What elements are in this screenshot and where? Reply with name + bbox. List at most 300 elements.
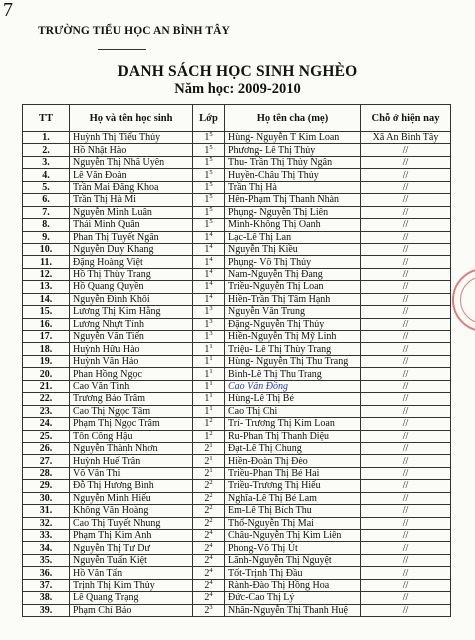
class-section: 3: [209, 305, 213, 313]
grade-cell: [193, 505, 225, 517]
parent-name: Triều-Trương Thị Hiếu: [225, 480, 361, 492]
table-row: [23, 567, 451, 579]
class-section: 1: [209, 392, 213, 400]
grade-number: 1: [204, 144, 210, 156]
student-name: Nguyễn Thị Nhã Uyên: [70, 156, 193, 168]
table-row: [23, 206, 451, 218]
parent-name: Thổ-Nguyễn Thị Mai: [225, 517, 361, 529]
row-number: 30.: [23, 492, 70, 504]
class-section: 3: [209, 604, 213, 611]
parent-name: Phương- Lê Thị Thủy: [225, 144, 361, 156]
grade-cell: [193, 243, 225, 255]
class-section: 1: [209, 467, 213, 475]
grade-number: 1: [204, 393, 210, 405]
class-section: 2: [209, 492, 213, 499]
table-row: [23, 517, 451, 529]
grade-number: 1: [204, 157, 210, 169]
residence: //: [361, 517, 451, 529]
residence: //: [361, 306, 451, 318]
parent-name: Cao Thị Chi: [225, 405, 361, 417]
grade-cell: [193, 343, 225, 355]
row-number: 34.: [23, 542, 70, 554]
student-name: Lương Nhựt Tính: [70, 318, 193, 330]
residence: //: [361, 579, 451, 591]
parent-name: Tốt-Trịnh Thị Đầu: [225, 567, 361, 579]
grade-cell: [193, 132, 225, 144]
parent-name: Minh-Không Thị Oanh: [225, 219, 361, 231]
parent-name: Hiền-Nguyễn Thị Mỹ Linh: [225, 331, 361, 343]
grade-number: 2: [204, 592, 210, 604]
grade-number: 1: [204, 293, 210, 305]
table-row: [23, 169, 451, 181]
table-row: [23, 132, 451, 144]
grade-cell: [193, 517, 225, 529]
corner-mark: 7: [3, 0, 13, 21]
row-number: 12.: [23, 268, 70, 280]
grade-number: 1: [204, 331, 210, 343]
row-number: 18.: [23, 343, 70, 355]
grade-cell: [193, 194, 225, 206]
grade-cell: [193, 331, 225, 343]
parent-name: Trần Thị Hà: [225, 181, 361, 193]
class-section: 4: [209, 591, 213, 599]
class-section: 1: [209, 405, 213, 412]
row-number: 37.: [23, 579, 70, 591]
class-section: 2: [209, 430, 213, 437]
student-name: Phạm Thị Kim Anh: [70, 530, 193, 542]
grade-number: 2: [204, 604, 210, 616]
parent-name: Triều-Phan Thị Bé Hai: [225, 467, 361, 479]
student-name: Võ Văn Thi: [70, 467, 193, 479]
student-name: Tôn Công Hậu: [70, 430, 193, 442]
parent-name: Hên-Phạm Thị Thanh Nhàn: [225, 194, 361, 206]
grade-number: 1: [204, 356, 210, 368]
residence: //: [361, 604, 451, 616]
class-section: 4: [209, 231, 213, 238]
student-name: Nguyễn Minh Luân: [70, 206, 193, 218]
table-row: [23, 318, 451, 330]
row-number: 16.: [23, 318, 70, 330]
row-number: 28.: [23, 467, 70, 479]
class-section: 1: [209, 355, 213, 363]
residence: //: [361, 156, 451, 168]
parent-name: Hùng- Nguyễn Thị Thu Trang: [225, 355, 361, 367]
grade-number: 1: [204, 219, 210, 231]
parent-name: Triệu- Lê Thị Thùy Trang: [225, 343, 361, 355]
class-section: 1: [209, 442, 213, 450]
class-section: 5: [209, 156, 213, 164]
residence: //: [361, 455, 451, 467]
grade-number: 2: [204, 579, 210, 591]
row-number: 36.: [23, 567, 70, 579]
row-number: 32.: [23, 517, 70, 529]
table-row: [23, 505, 451, 517]
grade-number: 2: [204, 480, 210, 492]
grade-cell: [193, 455, 225, 467]
parent-name: Triều-Nguyễn Thị Loan: [225, 281, 361, 293]
grade-number: 1: [204, 269, 210, 281]
grade-cell: [193, 281, 225, 293]
student-name: Phan Thị Tuyết Ngân: [70, 231, 193, 243]
row-number: 23.: [23, 405, 70, 417]
table-row: [23, 604, 451, 616]
grade-cell: [193, 430, 225, 442]
row-number: 17.: [23, 331, 70, 343]
parent-name: Phụng- Nguyễn Thị Liên: [225, 206, 361, 218]
table-row: [23, 480, 451, 492]
grade-cell: [193, 181, 225, 193]
residence: //: [361, 343, 451, 355]
residence: //: [361, 206, 451, 218]
parent-name: Phụng- Võ Thị Thủy: [225, 256, 361, 268]
table-row: [23, 579, 451, 591]
class-section: 3: [209, 318, 213, 325]
table-row: [23, 306, 451, 318]
row-number: 33.: [23, 530, 70, 542]
grade-cell: [193, 231, 225, 243]
class-section: 4: [209, 554, 213, 562]
grade-number: 2: [204, 455, 210, 467]
class-section: 1: [209, 380, 213, 387]
class-section: 4: [209, 541, 213, 549]
residence: //: [361, 181, 451, 193]
residence: //: [361, 530, 451, 542]
student-name: Hồ Văn Tấn: [70, 567, 193, 579]
grade-number: 1: [204, 418, 210, 430]
class-section: 2: [209, 417, 213, 425]
parent-name: Nam-Nguyễn Thị Đang: [225, 268, 361, 280]
parent-name: Hiền-Đoàn Thị Đèo: [225, 455, 361, 467]
parent-name: Bình-Lê Thị Thu Trang: [225, 368, 361, 380]
student-name: Huỳnh Hữu Hào: [70, 343, 193, 355]
class-section: 4: [209, 255, 213, 263]
grade-number: 2: [204, 567, 210, 579]
residence: //: [361, 492, 451, 504]
row-number: 29.: [23, 480, 70, 492]
table-header-row: [23, 105, 451, 132]
residence: //: [361, 293, 451, 305]
row-number: 35.: [23, 554, 70, 566]
student-name: Trần Mai Đăng Khoa: [70, 181, 193, 193]
class-section: 4: [209, 293, 213, 300]
residence: Xã An Bình Tây: [361, 132, 451, 144]
row-number: 1.: [23, 132, 70, 144]
grade-cell: [193, 380, 225, 392]
row-number: 10.: [23, 243, 70, 255]
grade-cell: [193, 318, 225, 330]
table-row: [23, 405, 451, 417]
row-number: 38.: [23, 592, 70, 604]
class-section: 1: [209, 454, 213, 462]
grade-number: 2: [204, 443, 210, 455]
grade-number: 1: [204, 368, 210, 380]
residence: //: [361, 567, 451, 579]
row-number: 5.: [23, 181, 70, 193]
col-header-residence: Chỗ ở hiện nay: [361, 105, 451, 132]
parent-name: Trí- Trương Thị Kim Loan: [225, 418, 361, 430]
grade-number: 1: [204, 256, 210, 268]
document-title: DANH SÁCH HỌC SINH NGHÈO: [117, 63, 358, 80]
row-number: 39.: [23, 604, 70, 616]
grade-cell: [193, 492, 225, 504]
grade-cell: [193, 156, 225, 168]
student-name: Thái Minh Quân: [70, 219, 193, 231]
row-number: 7.: [23, 206, 70, 218]
grade-cell: [193, 592, 225, 604]
parent-name: Lãnh-Nguyễn Thị Nguyệt: [225, 554, 361, 566]
table-row: [23, 418, 451, 430]
table-row: [23, 243, 451, 255]
table-row: [23, 156, 451, 168]
grade-cell: [193, 393, 225, 405]
parent-name: Lạc-Lê Thị Lan: [225, 231, 361, 243]
table-body: [23, 132, 451, 617]
school-year: Năm học: 2009-2010: [174, 81, 301, 97]
student-name: Hồ Quang Quyền: [70, 281, 193, 293]
grade-number: 1: [204, 405, 210, 417]
residence: //: [361, 442, 451, 454]
residence: //: [361, 542, 451, 554]
residence: //: [361, 480, 451, 492]
student-name: Trịnh Thị Kim Thủy: [70, 579, 193, 591]
grade-cell: [193, 554, 225, 566]
residence: //: [361, 393, 451, 405]
student-name: Phạm Chí Bảo: [70, 604, 193, 616]
class-section: 2: [209, 504, 213, 512]
student-name: Đặng Hoàng Việt: [70, 256, 193, 268]
parent-name: Nguyễn Thị Kiều: [225, 243, 361, 255]
grade-cell: [193, 530, 225, 542]
row-number: 4.: [23, 169, 70, 181]
student-name: Nguyễn Văn Tiến: [70, 331, 193, 343]
table-row: [23, 268, 451, 280]
class-section: 1: [209, 342, 213, 350]
table-row: [23, 331, 451, 343]
parent-name: Đặng-Nguyễn Thị Thủy: [225, 318, 361, 330]
residence: //: [361, 268, 451, 280]
grade-cell: [193, 206, 225, 218]
grade-cell: [193, 579, 225, 591]
grade-number: 1: [204, 380, 210, 392]
class-section: 5: [209, 181, 213, 188]
grade-cell: [193, 293, 225, 305]
grade-cell: [193, 442, 225, 454]
parent-name: Cao Văn Đồng: [225, 380, 361, 392]
grade-cell: [193, 480, 225, 492]
table-row: [23, 380, 451, 392]
class-section: 5: [209, 218, 213, 226]
col-header-parent: Họ tên cha (mẹ): [225, 105, 361, 132]
grade-cell: [193, 604, 225, 616]
row-number: 22.: [23, 393, 70, 405]
residence: //: [361, 554, 451, 566]
class-section: 3: [209, 330, 213, 338]
row-number: 19.: [23, 355, 70, 367]
class-section: 2: [209, 517, 213, 524]
residence: //: [361, 331, 451, 343]
grade-number: 1: [204, 206, 210, 218]
residence: //: [361, 256, 451, 268]
col-header-grade: Lớp: [193, 105, 225, 132]
parent-name: Rành-Đào Thị Hồng Hoa: [225, 579, 361, 591]
grade-number: 1: [204, 244, 210, 256]
parent-name: Hiền-Trần Thị Tâm Hạnh: [225, 293, 361, 305]
table-row: [23, 293, 451, 305]
grade-number: 2: [204, 555, 210, 567]
class-section: 4: [209, 529, 213, 537]
col-header-tt: TT: [23, 105, 70, 132]
table-row: [23, 343, 451, 355]
student-name: Lương Thị Kim Hằng: [70, 306, 193, 318]
class-section: 4: [209, 566, 213, 574]
parent-name: Đạt-Lê Thị Chung: [225, 442, 361, 454]
table-row: [23, 368, 451, 380]
student-name: Lê Quang Trạng: [70, 592, 193, 604]
parent-name: Huyền-Châu Thị Thủy: [225, 169, 361, 181]
table-row: [23, 194, 451, 206]
parent-name: Em-Lê Thị Bích Thu: [225, 505, 361, 517]
grade-cell: [193, 355, 225, 367]
student-name: Nguyễn Thành Nhơn: [70, 442, 193, 454]
class-section: 5: [209, 143, 213, 151]
class-section: 2: [209, 479, 213, 487]
student-name: Huỳnh Văn Hảo: [70, 355, 193, 367]
row-number: 9.: [23, 231, 70, 243]
residence: //: [361, 231, 451, 243]
class-section: 4: [209, 243, 213, 251]
residence: //: [361, 243, 451, 255]
student-name: Cao Thị Ngọc Tâm: [70, 405, 193, 417]
residence: //: [361, 355, 451, 367]
student-name: Cao Thị Tuyết Nhung: [70, 517, 193, 529]
grade-cell: [193, 144, 225, 156]
residence: //: [361, 144, 451, 156]
row-number: 11.: [23, 256, 70, 268]
student-name: Hồ Thị Thùy Trang: [70, 268, 193, 280]
grade-cell: [193, 169, 225, 181]
table-row: [23, 467, 451, 479]
residence: //: [361, 281, 451, 293]
residence: //: [361, 467, 451, 479]
table-row: [23, 592, 451, 604]
residence: //: [361, 592, 451, 604]
residence: //: [361, 430, 451, 442]
grade-cell: [193, 306, 225, 318]
class-section: 5: [209, 131, 213, 139]
row-number: 25.: [23, 430, 70, 442]
student-name: Trần Thị Hà Mi: [70, 194, 193, 206]
student-name: Phạm Thị Ngọc Trâm: [70, 418, 193, 430]
parent-name: Thu- Trần Thị Thủy Ngân: [225, 156, 361, 168]
row-number: 20.: [23, 368, 70, 380]
student-name: Nguyễn Thị Tư Dư: [70, 542, 193, 554]
grade-cell: [193, 405, 225, 417]
parent-name: Châu-Nguyễn Thị Kim Liên: [225, 530, 361, 542]
student-name: Huỳnh Huế Trân: [70, 455, 193, 467]
red-stamp-icon: [452, 268, 475, 332]
row-number: 13.: [23, 281, 70, 293]
table-row: [23, 542, 451, 554]
class-section: 5: [209, 168, 213, 176]
student-name: Phan Hồng Ngọc: [70, 368, 193, 380]
row-number: 31.: [23, 505, 70, 517]
class-section: 4: [209, 579, 213, 586]
parent-name: Hùng- Nguyễn T Kim Loan: [225, 132, 361, 144]
grade-number: 1: [204, 132, 210, 144]
grade-number: 1: [204, 181, 210, 193]
header-divider: [98, 49, 146, 50]
row-number: 3.: [23, 156, 70, 168]
class-section: 4: [209, 280, 213, 288]
row-number: 15.: [23, 306, 70, 318]
grade-number: 1: [204, 169, 210, 181]
row-number: 6.: [23, 194, 70, 206]
col-header-name: Họ và tên học sinh: [70, 105, 193, 132]
table-row: [23, 144, 451, 156]
table-row: [23, 231, 451, 243]
class-section: 1: [209, 367, 213, 375]
residence: //: [361, 505, 451, 517]
parent-name: Phong-Võ Thị Út: [225, 542, 361, 554]
school-name: TRƯỜNG TIỂU HỌC AN BÌNH TÂY: [38, 25, 230, 37]
row-number: 26.: [23, 442, 70, 454]
row-number: 24.: [23, 418, 70, 430]
student-name: Lê Văn Đoàn: [70, 169, 193, 181]
parent-name: Đức-Cao Thị Lý: [225, 592, 361, 604]
student-name: Nguyễn Duy Khang: [70, 243, 193, 255]
residence: //: [361, 380, 451, 392]
parent-name: Nhân-Nguyễn Thị Thanh Huệ: [225, 604, 361, 616]
student-table: [22, 104, 451, 617]
table-row: [23, 393, 451, 405]
grade-number: 1: [204, 231, 210, 243]
grade-cell: [193, 368, 225, 380]
student-name: Trương Bảo Trâm: [70, 393, 193, 405]
row-number: 8.: [23, 219, 70, 231]
table-row: [23, 256, 451, 268]
grade-number: 2: [204, 468, 210, 480]
parent-name: Nguyễn Văn Trung: [225, 306, 361, 318]
residence: //: [361, 194, 451, 206]
grade-number: 1: [204, 430, 210, 442]
student-name: Đỗ Thị Hương Bình: [70, 480, 193, 492]
student-name: Nguyễn Minh Hiếu: [70, 492, 193, 504]
student-name: Không Văn Hoàng: [70, 505, 193, 517]
grade-cell: [193, 256, 225, 268]
grade-cell: [193, 467, 225, 479]
residence: //: [361, 318, 451, 330]
table-row: [23, 281, 451, 293]
class-section: 4: [209, 268, 213, 276]
table-row: [23, 455, 451, 467]
grade-cell: [193, 567, 225, 579]
grade-cell: [193, 418, 225, 430]
parent-name: Ru-Phan Thị Thanh Diệu: [225, 430, 361, 442]
row-number: 21.: [23, 380, 70, 392]
student-name: Huỳnh Thị Tiểu Thủy: [70, 132, 193, 144]
residence: //: [361, 368, 451, 380]
residence: //: [361, 219, 451, 231]
row-number: 27.: [23, 455, 70, 467]
grade-number: 1: [204, 194, 210, 206]
table-row: [23, 355, 451, 367]
grade-number: 1: [204, 281, 210, 293]
grade-number: 2: [204, 530, 210, 542]
table-row: [23, 219, 451, 231]
grade-number: 1: [204, 343, 210, 355]
grade-number: 1: [204, 306, 210, 318]
table-row: [23, 430, 451, 442]
